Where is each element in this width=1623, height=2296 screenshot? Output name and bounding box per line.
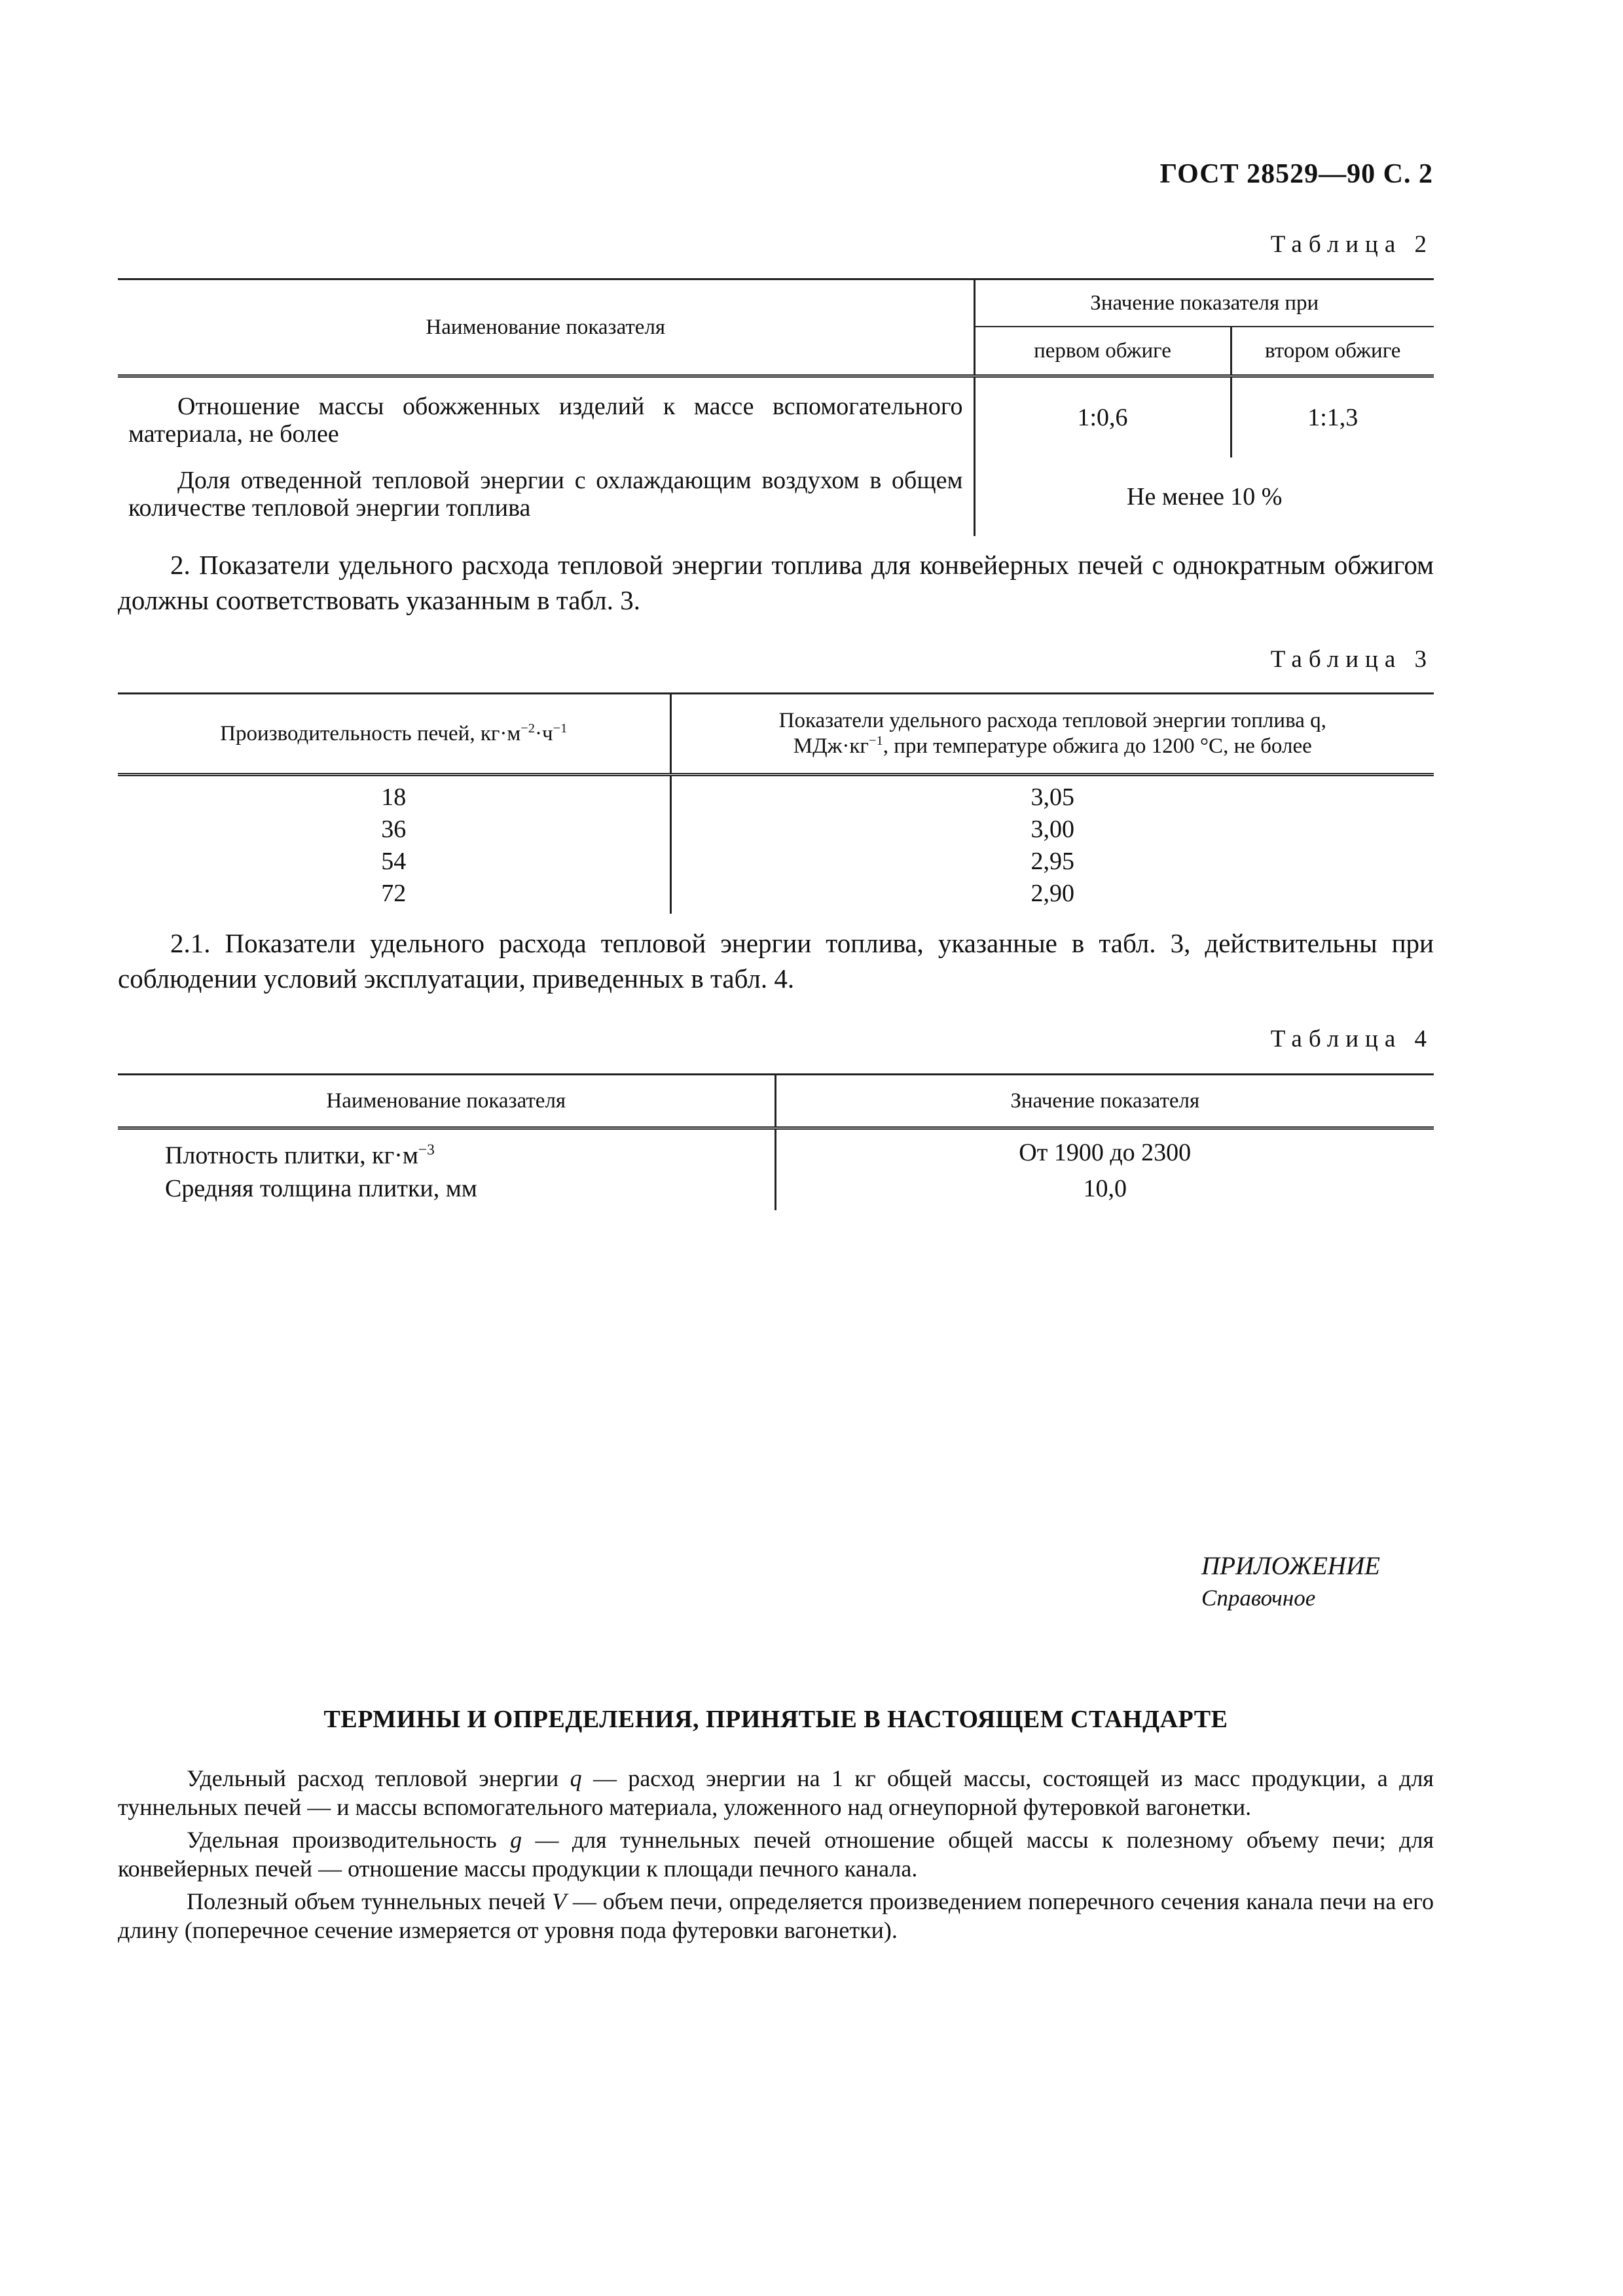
term-item: Полезный объем туннельных печей V — объем печи, определяется произведением поперечного сечения канала печи на его длину (поперечное сечение измеряется от уровня пода футеровки вагонетки). <box>118 1888 1434 1943</box>
table3-row3-capacity: 54 <box>118 846 670 878</box>
table4-header-value: Значение показателя <box>775 1075 1434 1128</box>
document-header: ГОСТ 28529—90 С. 2 <box>1159 159 1433 189</box>
table-row <box>118 457 1434 536</box>
table4-row2-value: 10,0 <box>1083 1174 1127 1202</box>
table4-row1-value: От 1900 до 2300 <box>1019 1139 1192 1167</box>
table2-row2-name: Доля отведенной тепловой энергии с охлаждающим воздухом в общем количестве тепловой энергии топлива <box>128 467 963 522</box>
table3-row2-value: 3,00 <box>1030 816 1074 843</box>
table3-row1-value: 3,05 <box>1030 783 1074 811</box>
table3-row1-capacity: 18 <box>118 775 670 814</box>
table-row <box>118 814 1434 846</box>
appendix-subtitle: Справочное <box>1201 1585 1316 1611</box>
table-row <box>118 1172 1434 1210</box>
table4-row1-name: Плотность плитки, $кг\cdot м^{-3}$ <box>118 1128 775 1172</box>
paragraph-2-1: 2.1. Показатели удельного расхода тепловой энергии топлива, указанные в табл. 3, действительны при соблюдении условий эксплуатации, приведенных в табл. 4. <box>118 928 1434 994</box>
table-row <box>118 1128 1434 1172</box>
terms-heading: ТЕРМИНЫ И ОПРЕДЕЛЕНИЯ, ПРИНЯТЫЕ В НАСТОЯЩЕМ СТАНДАРТЕ <box>323 1706 1228 1733</box>
table2-header-name: Наименование показателя <box>118 279 974 376</box>
table2-header-second: втором обжиге <box>1231 327 1434 376</box>
table4-header-name: Наименование показателя <box>118 1075 775 1128</box>
table-row <box>118 878 1434 914</box>
table2-header-value-group: Значение показателя при <box>974 279 1434 327</box>
table3-row4-capacity: 72 <box>118 878 670 914</box>
appendix-title: ПРИЛОЖЕНИЕ <box>1201 1552 1380 1580</box>
table4-row2-name: Средняя толщина плитки, мм <box>118 1172 775 1210</box>
table4 <box>118 1073 1434 1210</box>
table-row <box>118 376 1434 458</box>
table2-row1-first: 1:0,6 <box>974 376 1231 458</box>
table3-row4-value: 2,90 <box>1030 880 1074 907</box>
paragraph-2: 2. Показатели удельного расхода тепловой энергии топлива для конвейерных печей с однократным обжигом должны соответствовать указанным в табл. 3. <box>118 550 1434 615</box>
table3-row3-value: 2,95 <box>1030 848 1074 875</box>
table3-label: Таблица 3 <box>1270 646 1433 673</box>
table3-header-capacity: Производительность печей, $кг\cdot м^{-2}\cdot ч^{-1}$ <box>118 694 670 775</box>
table-row <box>118 775 1434 814</box>
table2-row1-name: Отношение массы обожженных изделий к массе вспомогательного материала, не более <box>128 393 963 448</box>
terms-list <box>118 1764 1434 1948</box>
term-item: Удельная производительность g — для туннельных печей отношение общей массы к полезному объему печи; для конвейерных печей — отношение массы продукции к площади печного канала. <box>118 1827 1434 1882</box>
table3 <box>118 692 1434 914</box>
table3-header-consumption: Показатели удельного расхода тепловой энергии топлива q, $МДж\cdot кг^{-1}$, при температуре обжига до 1200 °С, не более <box>670 694 1434 775</box>
table4-label: Таблица 4 <box>1270 1026 1433 1052</box>
table3-row2-capacity: 36 <box>118 814 670 846</box>
table2-row2-value: Не менее 10 % <box>1127 483 1283 511</box>
table2 <box>118 278 1434 536</box>
table2-row1-second: 1:1,3 <box>1307 404 1359 431</box>
term-item: Удельный расход тепловой энергии q — расход энергии на 1 кг общей массы, состоящей из масс продукции, а для туннельных печей — и массы вспомогательного материала, уложенного над огнеупорной футеровкой вагонетки. <box>118 1765 1434 1820</box>
table2-label: Таблица 2 <box>1270 231 1433 258</box>
table2-header-first: первом обжиге <box>974 327 1231 376</box>
table-row <box>118 846 1434 878</box>
